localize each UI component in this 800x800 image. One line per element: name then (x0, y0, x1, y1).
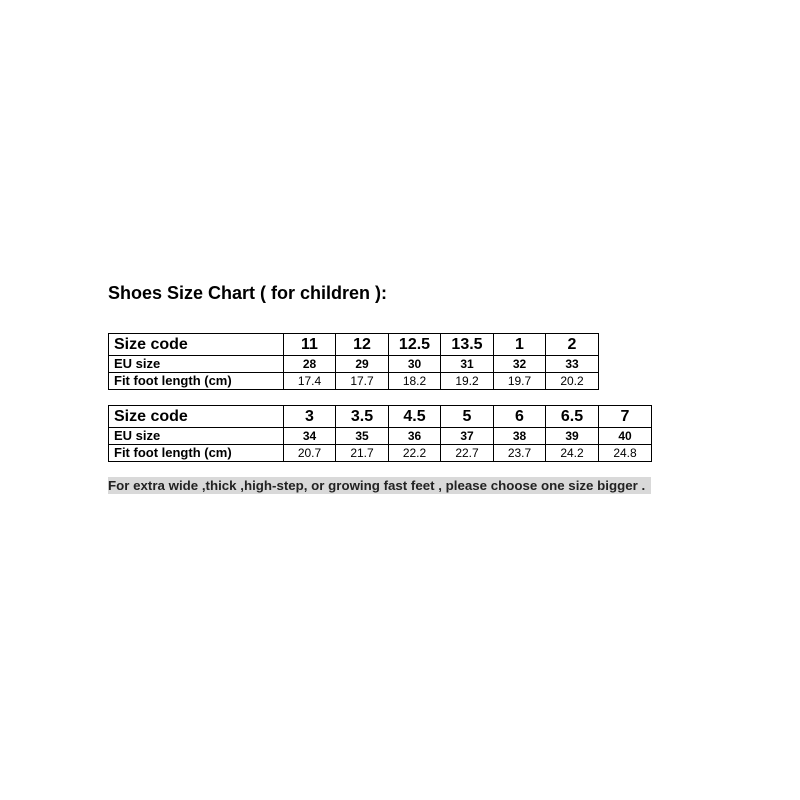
fit-length-cell: 18.2 (389, 373, 441, 390)
eu-size-cell: 29 (336, 356, 389, 373)
size-code-cell: 12.5 (389, 334, 441, 356)
size-code-cell: 6.5 (546, 406, 599, 428)
size-code-cell: 1 (494, 334, 546, 356)
eu-size-row (109, 356, 599, 373)
eu-size-cell: 32 (494, 356, 546, 373)
eu-size-cell: 39 (546, 428, 599, 445)
size-code-cell: 6 (494, 406, 546, 428)
fit-length-cell: 20.2 (546, 373, 599, 390)
size-code-label: Size code (109, 334, 284, 356)
fit-length-cell: 19.7 (494, 373, 546, 390)
size-code-label: Size code (109, 406, 284, 428)
fit-length-cell: 22.7 (441, 445, 494, 462)
size-code-cell: 3.5 (336, 406, 389, 428)
size-code-cell: 2 (546, 334, 599, 356)
eu-size-cell: 30 (389, 356, 441, 373)
size-code-cell: 7 (599, 406, 652, 428)
size-code-cell: 4.5 (389, 406, 441, 428)
fit-length-row (109, 373, 599, 390)
fit-length-cell: 24.8 (599, 445, 652, 462)
size-code-cell: 5 (441, 406, 494, 428)
size-code-cell: 3 (284, 406, 336, 428)
eu-size-cell: 37 (441, 428, 494, 445)
size-code-row (109, 334, 599, 356)
eu-size-cell: 36 (389, 428, 441, 445)
size-code-cell: 11 (284, 334, 336, 356)
eu-size-label: EU size (109, 356, 284, 373)
page-title: Shoes Size Chart ( for children ): (108, 283, 388, 303)
size-code-row (109, 406, 652, 428)
fit-length-cell: 20.7 (284, 445, 336, 462)
fit-length-cell: 17.7 (336, 373, 389, 390)
fit-length-label: Fit foot length (cm) (109, 445, 284, 462)
fit-length-cell: 17.4 (284, 373, 336, 390)
eu-size-cell: 38 (494, 428, 546, 445)
eu-size-cell: 33 (546, 356, 599, 373)
size-code-cell: 13.5 (441, 334, 494, 356)
fit-length-cell: 19.2 (441, 373, 494, 390)
eu-size-cell: 31 (441, 356, 494, 373)
fit-length-label: Fit foot length (cm) (109, 373, 284, 390)
fit-length-cell: 21.7 (336, 445, 389, 462)
size-code-cell: 12 (336, 334, 389, 356)
eu-size-row (109, 428, 652, 445)
eu-size-cell: 34 (284, 428, 336, 445)
fit-length-cell: 23.7 (494, 445, 546, 462)
eu-size-cell: 35 (336, 428, 389, 445)
eu-size-cell: 28 (284, 356, 336, 373)
size-table-2 (108, 405, 652, 462)
fit-length-cell: 24.2 (546, 445, 599, 462)
fit-length-row (109, 445, 652, 462)
size-advice-note: For extra wide ,thick ,high-step, or growing fast feet , please choose one size bigger . (108, 477, 651, 494)
eu-size-label: EU size (109, 428, 284, 445)
size-table-1 (108, 333, 599, 390)
fit-length-cell: 22.2 (389, 445, 441, 462)
eu-size-cell: 40 (599, 428, 652, 445)
